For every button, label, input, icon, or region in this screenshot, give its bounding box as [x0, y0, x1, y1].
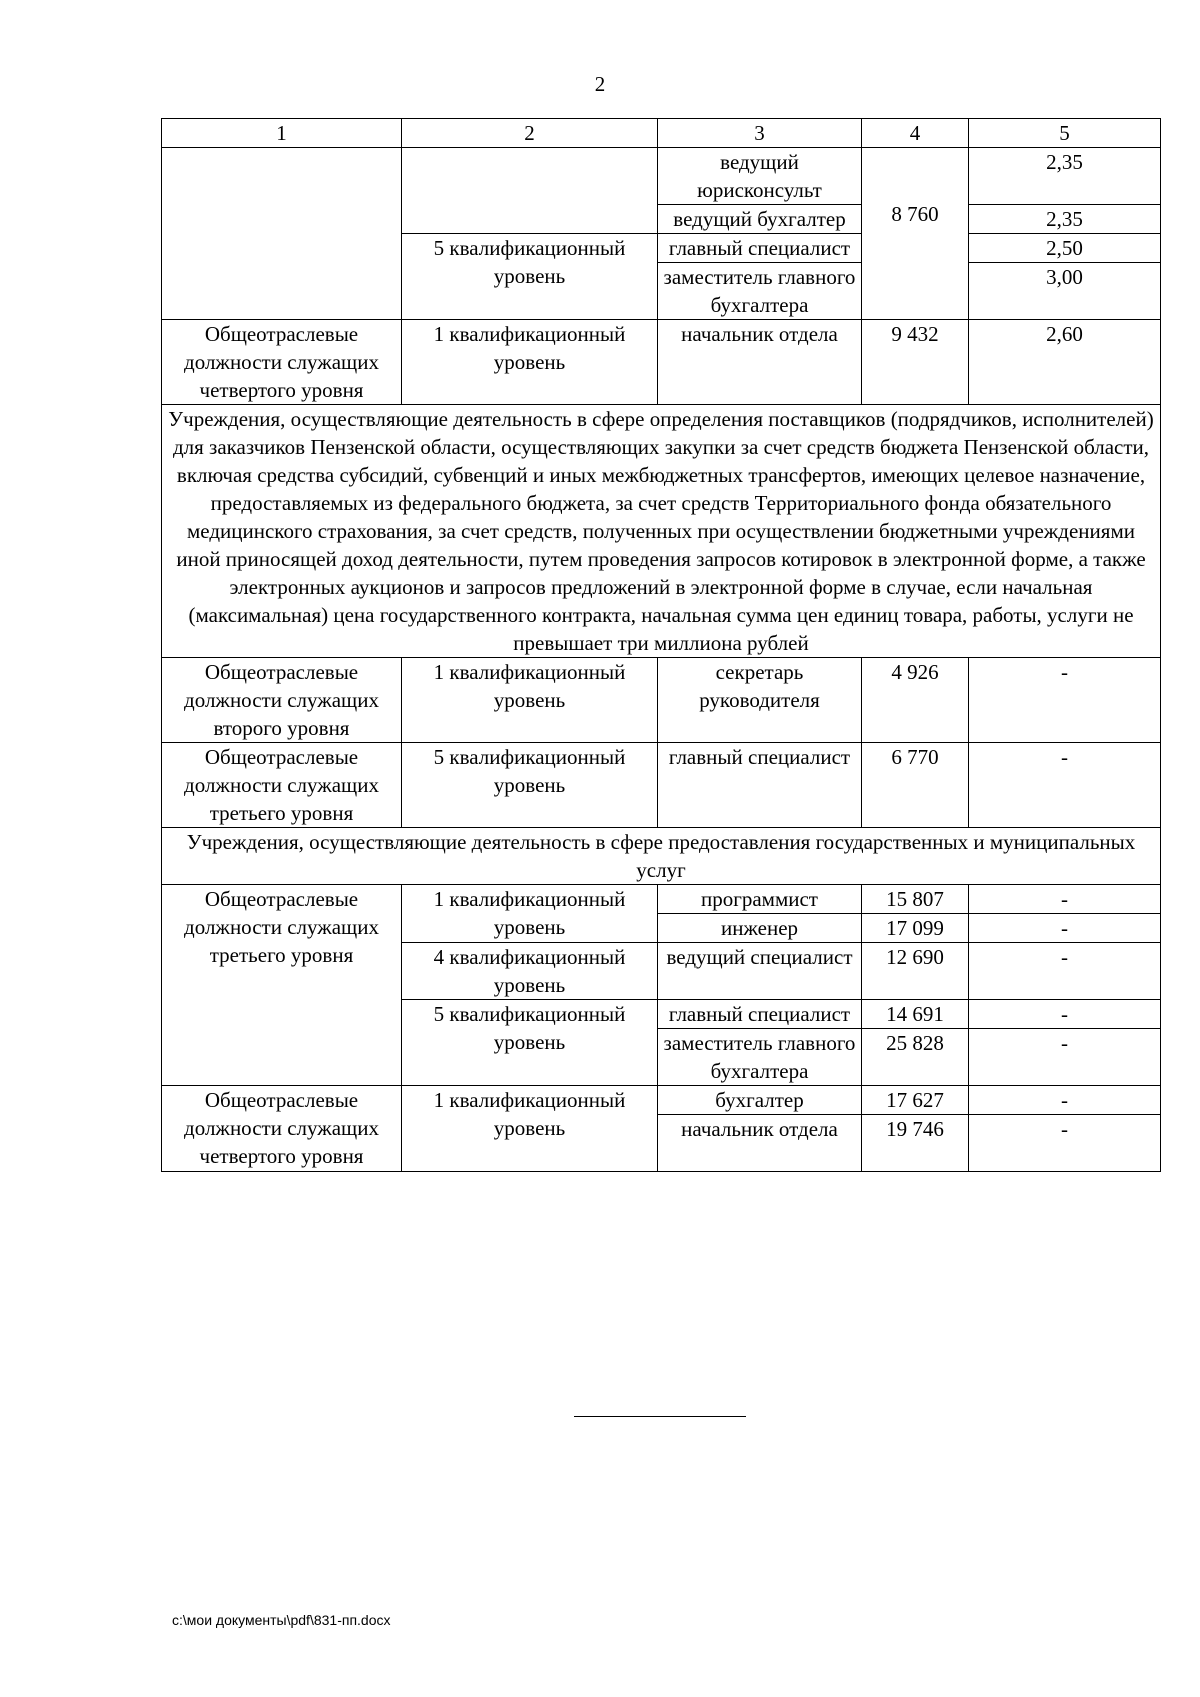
column-header-3: 3: [658, 119, 862, 148]
salary-cell: 17 099: [862, 914, 969, 943]
position-cell: главный специалист: [658, 234, 862, 263]
table-row: [162, 658, 1161, 743]
salary-cell: 4 926: [862, 658, 969, 743]
coefficient-cell: -: [969, 658, 1161, 743]
salary-cell: 12 690: [862, 943, 969, 1000]
section-heading: Учреждения, осуществляющие деятельность в сфере определения поставщиков (подрядчиков, исполнителей) для заказчиков Пензенской области, осуществляющих закупки за счет средств бюджета Пензенской области, включая средства субсидий, субвенций и иных межбюджетных трансфертов, имеющих целевое назначение, предоставляемых из федерального бюджета, за счет средств Территориального фонда обязательного медицинского страхования, за счет средств, полученных при осуществлении бюджетными учреждениями иной приносящей доход деятельности, путем проведения запросов котировок в электронной форме, а также электронных аукционов и запросов предложений в электронной форме в случае, если начальная (максимальная) цена государственного контракта, начальная сумма цен единиц товара, работы, услуги не превышает три миллиона рублей: [162, 405, 1161, 658]
end-of-document-rule: [574, 1416, 746, 1417]
coefficient-cell: -: [969, 885, 1161, 914]
salary-table: [161, 118, 1161, 1172]
coefficient-cell: -: [969, 1115, 1161, 1172]
level-cell: 1 квалификационный уровень: [402, 1086, 658, 1172]
coefficient-cell: 2,60: [969, 320, 1161, 405]
position-cell: заместитель главного бухгалтера: [658, 263, 862, 320]
coefficient-cell: 2,35: [969, 205, 1161, 234]
coefficient-cell: -: [969, 1029, 1161, 1086]
salary-cell: 17 627: [862, 1086, 969, 1115]
table-row: [162, 743, 1161, 828]
position-cell: инженер: [658, 914, 862, 943]
level-cell: 4 квалификационный уровень: [402, 943, 658, 1000]
position-cell: ведущий бухгалтер: [658, 205, 862, 234]
column-header-4: 4: [862, 119, 969, 148]
position-cell: ведущий юрисконсульт: [658, 148, 862, 205]
table-row: [162, 148, 1161, 205]
coefficient-cell: -: [969, 743, 1161, 828]
coefficient-cell: -: [969, 914, 1161, 943]
footer-file-path: c:\мои документы\pdf\831-пп.docx: [172, 1612, 391, 1628]
coefficient-cell: 3,00: [969, 263, 1161, 320]
position-cell: заместитель главного бухгалтера: [658, 1029, 862, 1086]
group-cell: Общеотраслевые должности служащих третьего уровня: [162, 885, 402, 1086]
coefficient-cell: 2,50: [969, 234, 1161, 263]
level-cell: 1 квалификационный уровень: [402, 320, 658, 405]
group-cell-empty: [162, 148, 402, 320]
position-cell: начальник отдела: [658, 320, 862, 405]
position-cell: бухгалтер: [658, 1086, 862, 1115]
group-cell: Общеотраслевые должности служащих третьего уровня: [162, 743, 402, 828]
group-cell: Общеотраслевые должности служащих второго уровня: [162, 658, 402, 743]
coefficient-cell: 2,35: [969, 148, 1161, 205]
position-cell: секретарь руководителя: [658, 658, 862, 743]
level-cell: 5 квалификационный уровень: [402, 234, 658, 320]
section-heading-row: [162, 828, 1161, 885]
coefficient-cell: -: [969, 1000, 1161, 1029]
level-cell: 1 квалификационный уровень: [402, 658, 658, 743]
position-cell: главный специалист: [658, 743, 862, 828]
group-cell: Общеотраслевые должности служащих четвертого уровня: [162, 1086, 402, 1172]
level-cell: 5 квалификационный уровень: [402, 1000, 658, 1086]
level-cell-empty: [402, 148, 658, 234]
coefficient-cell: -: [969, 1086, 1161, 1115]
column-header-2: 2: [402, 119, 658, 148]
table-row: [162, 320, 1161, 405]
salary-cell: 19 746: [862, 1115, 969, 1172]
position-cell: программист: [658, 885, 862, 914]
group-cell: Общеотраслевые должности служащих четвертого уровня: [162, 320, 402, 405]
level-cell: 1 квалификационный уровень: [402, 885, 658, 943]
salary-cell: 9 432: [862, 320, 969, 405]
salary-cell: 6 770: [862, 743, 969, 828]
table-row: [162, 1086, 1161, 1115]
salary-cell: 25 828: [862, 1029, 969, 1086]
column-header-5: 5: [969, 119, 1161, 148]
position-cell: ведущий специалист: [658, 943, 862, 1000]
section-heading: Учреждения, осуществляющие деятельность в сфере предоставления государственных и муниципальных услуг: [162, 828, 1161, 885]
salary-cell: 8 760: [862, 148, 969, 320]
position-cell: главный специалист: [658, 1000, 862, 1029]
section-heading-row: [162, 405, 1161, 658]
salary-cell: 14 691: [862, 1000, 969, 1029]
coefficient-cell: -: [969, 943, 1161, 1000]
table-row: [162, 885, 1161, 914]
column-header-1: 1: [162, 119, 402, 148]
position-cell: начальник отдела: [658, 1115, 862, 1172]
level-cell: 5 квалификационный уровень: [402, 743, 658, 828]
table-header-row: [162, 119, 1161, 148]
salary-cell: 15 807: [862, 885, 969, 914]
page-number: 2: [594, 72, 606, 96]
